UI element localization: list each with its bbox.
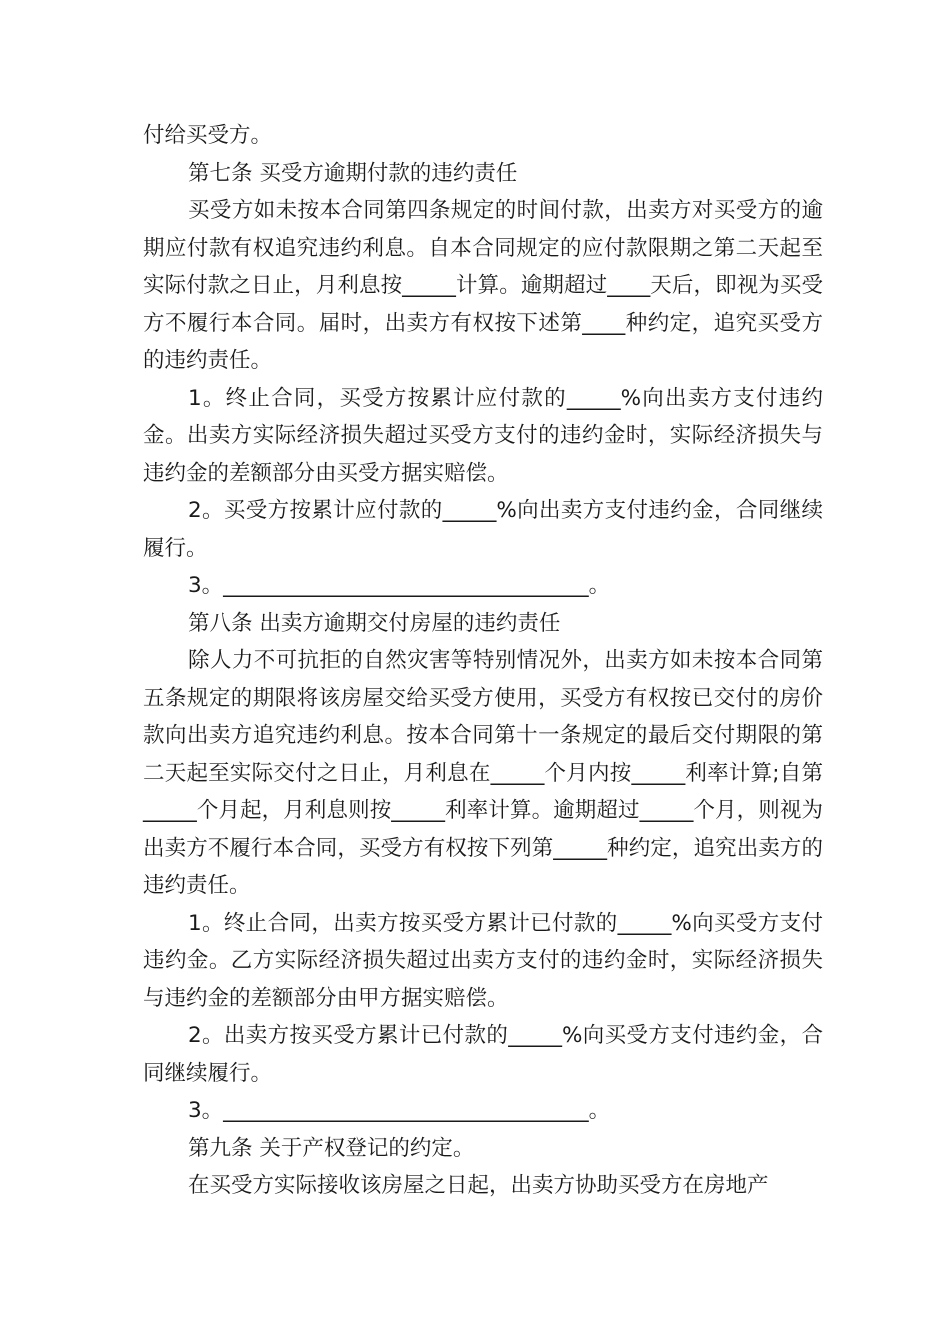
article-8-clause-3: 3。__________________________________。 (188, 1098, 611, 1123)
paragraph-continuation: 付给买受方。 (143, 123, 273, 148)
contract-body (143, 117, 823, 1205)
article-8-heading: 第八条 出卖方逾期交付房屋的违约责任 (188, 610, 561, 636)
article-8-clause-2: 2。出卖方按买受方累计已付款的_____%向买受方支付违约金，合同继续履行。 (143, 1023, 823, 1086)
article-7-clause-1: 1。终止合同，买受方按累计应付款的_____%向出卖方支付违约金。出卖方实际经济损失超过买受方支付的违约金时，实际经济损失与违约金的差额部分由买受方据实赔偿。 (143, 385, 823, 486)
article-8-clause-1: 1。终止合同，出卖方按买受方累计已付款的_____%向买受方支付违约金。乙方实际经济损失超过出卖方支付的违约金时，实际经济损失与违约金的差额部分由甲方据实赔偿。 (143, 910, 823, 1011)
article-9-heading: 第九条 关于产权登记的约定。 (188, 1135, 475, 1161)
article-7-clause-2: 2。买受方按累计应付款的_____%向出卖方支付违约金，合同继续履行。 (143, 498, 823, 561)
article-7-body: 买受方如未按本合同第四条规定的时间付款，出卖方对买受方的逾期应付款有权追究违约利息。自本合同规定的应付款限期之第二天起至实际付款之日止，月利息按_____计算。逾期超过____天后，即视为买受方不履行本合同。届时，出卖方有权按下述第____种约定，追究买受方的违约责任。 (143, 198, 823, 373)
article-7-clause-3: 3。__________________________________。 (188, 573, 611, 598)
article-7-heading: 第七条 买受方逾期付款的违约责任 (188, 160, 518, 186)
article-9-body: 在买受方实际接收该房屋之日起，出卖方协助买受方在房地产 (188, 1173, 769, 1198)
article-8-body: 除人力不可抗拒的自然灾害等特别情况外，出卖方如未按本合同第五条规定的期限将该房屋交给买受方使用，买受方有权按已交付的房价款向出卖方追究违约利息。按本合同第十一条规定的最后交付期限的第二天起至实际交付之日止，月利息在_____个月内按_____利率计算;自第_____个月起，月利息则按_____利率计算。逾期超过_____个月，则视为出卖方不履行本合同，买受方有权按下列第_____种约定，追究出卖方的违约责任。 (143, 648, 823, 898)
